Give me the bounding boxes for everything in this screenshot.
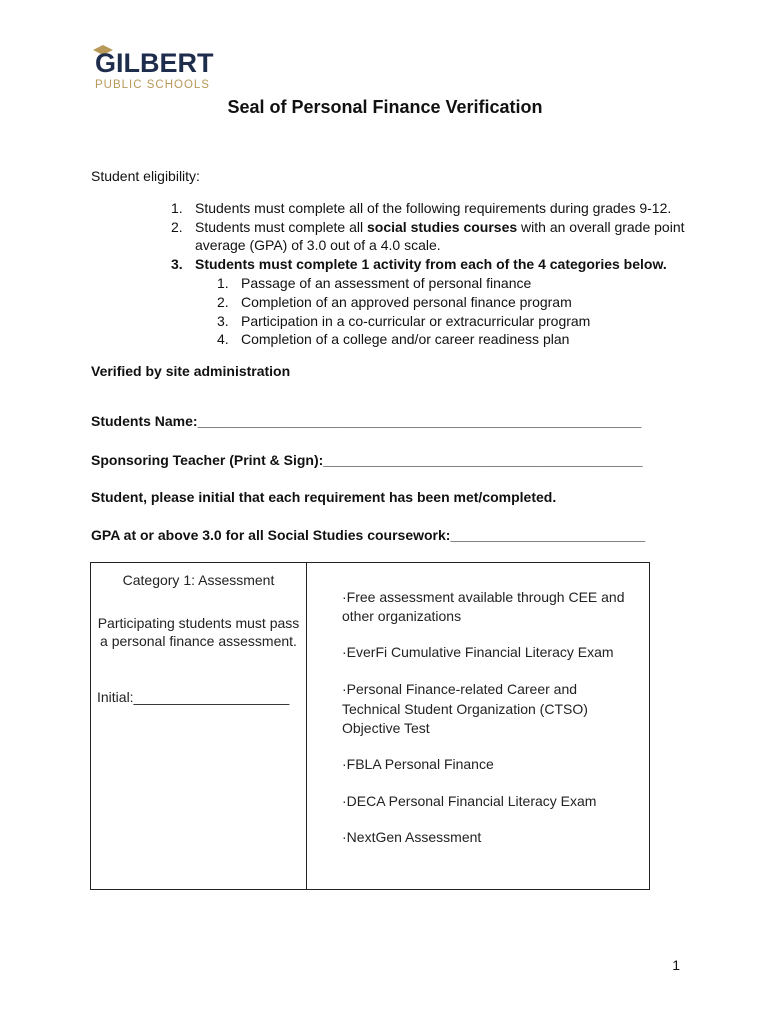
students-name-field[interactable]: Students Name:_________________________________________________________ [91,413,642,429]
verified-heading: Verified by site administration [91,363,291,379]
bullet-icon: · [342,589,347,605]
category-item [217,312,590,331]
bullet-icon: · [342,644,347,660]
initial-instruction: Student, please initial that each requirement has been met/completed. [91,489,557,505]
requirement-item [171,255,667,274]
option-item: ·FBLA Personal Finance [342,756,494,772]
option-item: ·DECA Personal Financial Literacy Exam [342,793,597,809]
category-text: Participation in a co-curricular or extracurricular program [241,313,591,329]
requirement-continuation: average (GPA) of 3.0 out of a 4.0 scale. [195,237,441,253]
category-text: Completion of a college and/or career readiness plan [241,331,570,347]
option-item: ·Free assessment available through CEE and [342,589,625,605]
category-number: 2. [217,294,229,310]
requirement-text: Students must complete all of the following requirements during grades 9-12. [195,200,672,216]
gpa-field[interactable]: GPA at or above 3.0 for all Social Studies coursework:_________________________ [91,527,646,543]
category-item [217,293,572,312]
bullet-icon: · [342,681,347,697]
requirement-item [171,199,671,218]
sponsoring-teacher-field[interactable]: Sponsoring Teacher (Print & Sign):_________________________________________ [91,452,643,468]
page-number: 1 [672,957,680,973]
eligibility-heading: Student eligibility: [91,168,200,184]
category-number: 3. [217,313,229,329]
requirement-item [171,218,685,237]
bullet-icon: · [342,756,347,772]
option-item: ·Personal Finance-related Career and [342,681,578,697]
category-description-line: Participating students must pass [97,615,300,631]
option-item-continuation: other organizations [342,608,462,624]
table-divider [306,563,307,889]
bullet-icon: · [342,793,347,809]
requirement-number: 1. [171,200,183,216]
category-number: 1. [217,275,229,291]
option-item-continuation: Objective Test [342,720,430,736]
category-number: 4. [217,331,229,347]
option-item: ·NextGen Assessment [342,829,482,845]
category-description-line: a personal finance assessment. [100,633,297,649]
requirement-text-post: with an overall grade point [517,219,685,235]
requirement-number: 3. [171,256,183,272]
requirement-text: Students must complete 1 activity from each of the 4 categories below. [195,256,667,272]
category-text: Passage of an assessment of personal finance [241,275,532,291]
option-item-continuation: Technical Student Organization (CTSO) [342,701,588,717]
category-title: Category 1: Assessment [122,572,275,588]
option-item: ·EverFi Cumulative Financial Literacy Exam [342,644,614,660]
gilbert-public-schools-logo [91,46,231,96]
bullet-icon: · [342,829,347,845]
category-item [217,274,531,293]
category-text: Completion of an approved personal finance program [241,294,572,310]
requirement-number: 2. [171,219,183,235]
initial-field[interactable]: Initial:____________________ [97,689,290,705]
category-table [90,562,650,890]
logo-wordmark: GILBERT [95,48,214,78]
requirement-text-pre: Students must complete all [195,219,367,235]
category-item [217,330,569,349]
page-title: Seal of Personal Finance Verification [227,97,543,117]
requirement-text-bold: social studies courses [366,219,518,235]
logo-subtitle: PUBLIC SCHOOLS [95,79,210,91]
